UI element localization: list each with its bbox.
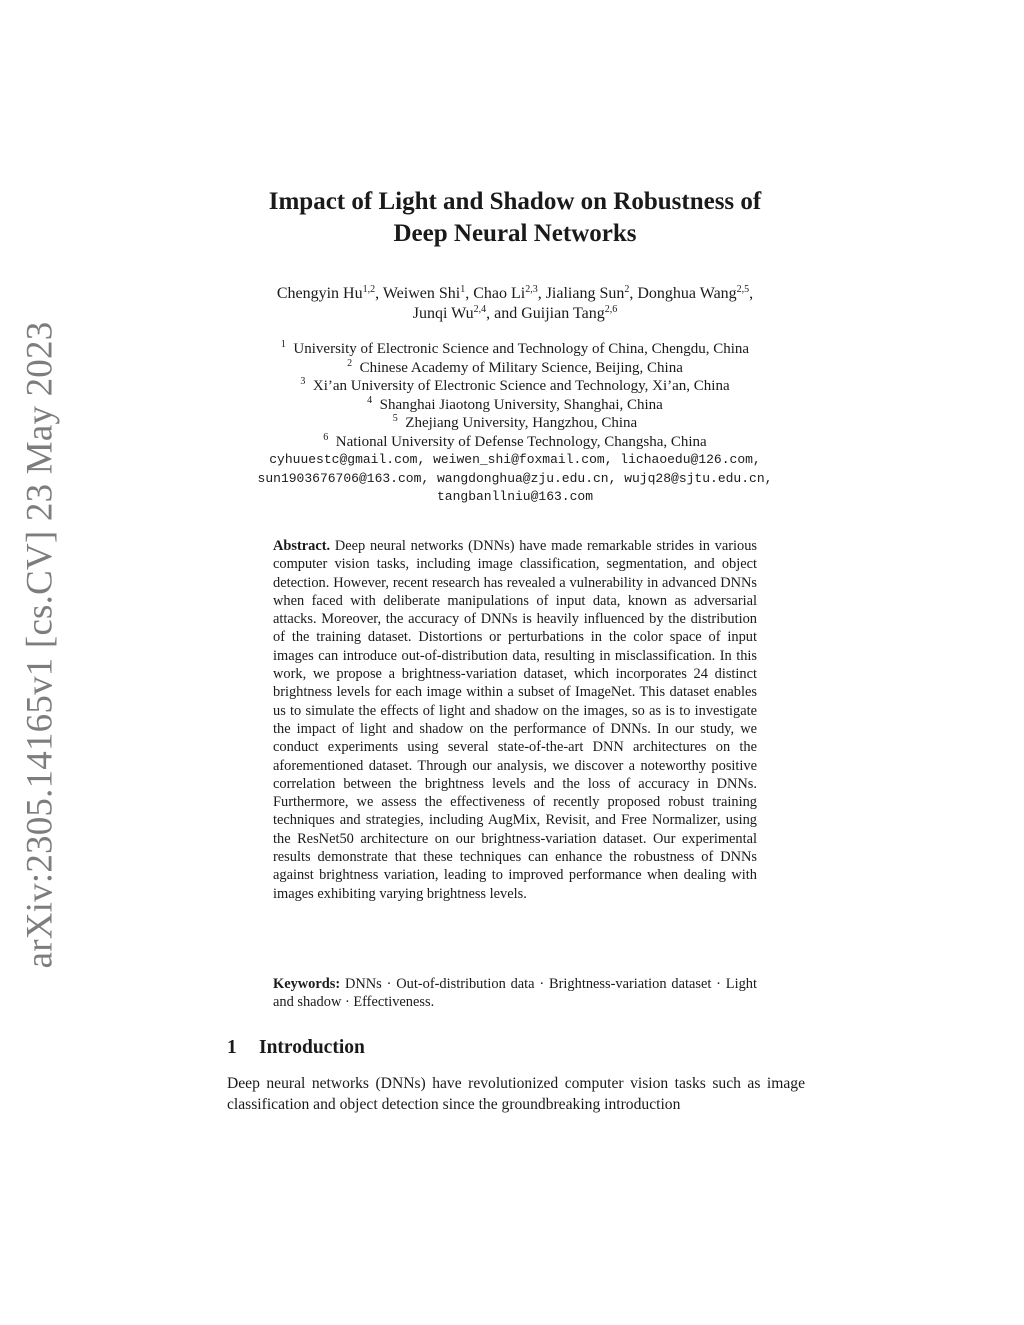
author-affiliation-marker: 1,2 (362, 284, 376, 295)
affiliation-text: University of Electronic Science and Technology of China, Chengdu, China (293, 341, 750, 357)
affiliation-line (180, 377, 850, 396)
keywords-label: Keywords: (273, 976, 341, 992)
author-affiliation-marker: 2,5 (736, 284, 750, 295)
affiliation-text: National University of Defense Technology, Changsha, China (335, 433, 707, 450)
affiliation-number: 6 (323, 431, 329, 443)
affiliation-number: 1 (280, 339, 286, 350)
affiliation-line (180, 359, 850, 378)
affiliation-text: Chinese Academy of Military Science, Beijing, China (359, 359, 683, 376)
section-heading-introduction (227, 1037, 365, 1059)
abstract-paragraph (273, 537, 757, 903)
affiliation-text: Shanghai Jiaotong University, Shanghai, China (379, 396, 663, 413)
affiliation-number: 4 (367, 394, 373, 406)
author-conjunction: and (494, 305, 518, 322)
email-line: sun1903676706@163.com, wangdonghua@zju.edu.cn, wujq28@sjtu.edu.cn, (257, 470, 773, 486)
abstract-text: Deep neural networks (DNNs) have made remarkable strides in various computer vision tasks, including image classification, segmentation, and object detection. However, recent research has revealed a vulnerability in advanced DNNs when faced with deliberate manipulations of input data, known as adversarial attacks. Moreover, the accuracy of DNNs is heavily influenced by the distribution of the training dataset. Distortions or perturbations in the color space of input images can introduce out-of-distribution data, resulting in misclassification. In this work, we propose a brightness-variation dataset, which incorporates 24 distinct brightness levels for each image within a subset of ImageNet. This dataset enables us to simulate the effects of light and shadow on the images, so as is to investigate the impact of light and shadow on the performance of DNNs. In our study, we conduct experiments using several state-of-the-art DNN architectures on the aforementioned dataset. Through our analysis, we discover a noteworthy positive correlation between the brightness levels and the loss of accuracy in DNNs. Furthermore, we assess the effectiveness of recently proposed robust training techniques and strategies, including AugMix, Revisit, and Free Normalizer, using the ResNet50 architecture on our brightness-variation dataset. Our experimental results demonstrate that these techniques can enhance the robustness of DNNs against brightness variation, leading to improved performance when dealing with images exhibiting varying brightness levels. (273, 538, 757, 902)
introduction-body (227, 1073, 805, 1115)
author-line-1: Chengyin Hu$^{1,2}$, Weiwen Shi$^1$, Chao Li$^{2,3}$, Jialiang Sun$^2$, Donghua Wang$^{2,5}$, (276, 284, 754, 302)
author-list (180, 284, 850, 324)
keywords-text: DNNs · Out-of-distribution data · Brightness-variation dataset · Light and shadow · Effectiveness. (273, 976, 757, 1011)
author-affiliation-marker: 2,3 (525, 284, 538, 295)
affiliation-line (180, 340, 850, 359)
affiliation-text: Xi’an University of Electronic Science and Technology, Xi’an, China (312, 378, 730, 394)
affiliation-number: 5 (392, 413, 398, 424)
affiliation-number: 2 (347, 357, 353, 369)
author-affiliation-marker: 2,4 (473, 304, 487, 315)
author-name: Chengyin Hu (276, 285, 363, 302)
author-name: Weiwen Shi (382, 285, 461, 302)
abstract-label: Abstract. (273, 538, 331, 554)
author-line-2: Junqi Wu$^{2,4}$, and Guijian Tang$^{2,6}$ (412, 304, 618, 322)
author-name: Chao Li (473, 285, 526, 302)
author-name: Junqi Wu (412, 305, 474, 322)
affiliation-line (180, 414, 850, 433)
author-emails (180, 451, 850, 507)
author-affiliation-marker: 1 (460, 284, 466, 295)
affiliation-line (180, 433, 850, 452)
section-title: Introduction (259, 1037, 365, 1058)
affiliation-list (180, 340, 850, 451)
affiliation-number: 3 (300, 376, 306, 387)
section-number: 1 (227, 1037, 237, 1058)
keywords-block (273, 975, 757, 1012)
abstract-block (273, 537, 757, 903)
author-affiliation-marker: 2 (624, 284, 630, 295)
author-name: Jialiang Sun (545, 285, 625, 302)
keywords-paragraph (273, 975, 757, 1012)
author-name: Donghua Wang (637, 285, 737, 302)
paper-title (180, 186, 850, 250)
affiliation-text: Zhejiang University, Hangzhou, China (405, 415, 638, 431)
email-line: tangbanllniu@163.com (436, 489, 594, 504)
body-paragraph: Deep neural networks (DNNs) have revolutionized computer vision tasks such as image classification and object detection since the groundbreaking introduction (227, 1075, 805, 1113)
author-affiliation-marker: 2,6 (604, 304, 618, 315)
affiliation-line (180, 396, 850, 415)
author-name: Guijian Tang (521, 305, 605, 322)
title-line-1: Impact of Light and Shadow on Robustness of (268, 188, 762, 215)
title-line-2: Deep Neural Networks (393, 220, 637, 247)
arxiv-identifier-text: arXiv:2305.14165v1 [cs.CV] 23 May 2023 (19, 321, 61, 969)
email-line: cyhuuestc@gmail.com, weiwen_shi@foxmail.com, lichaoedu@126.com, (269, 452, 761, 467)
